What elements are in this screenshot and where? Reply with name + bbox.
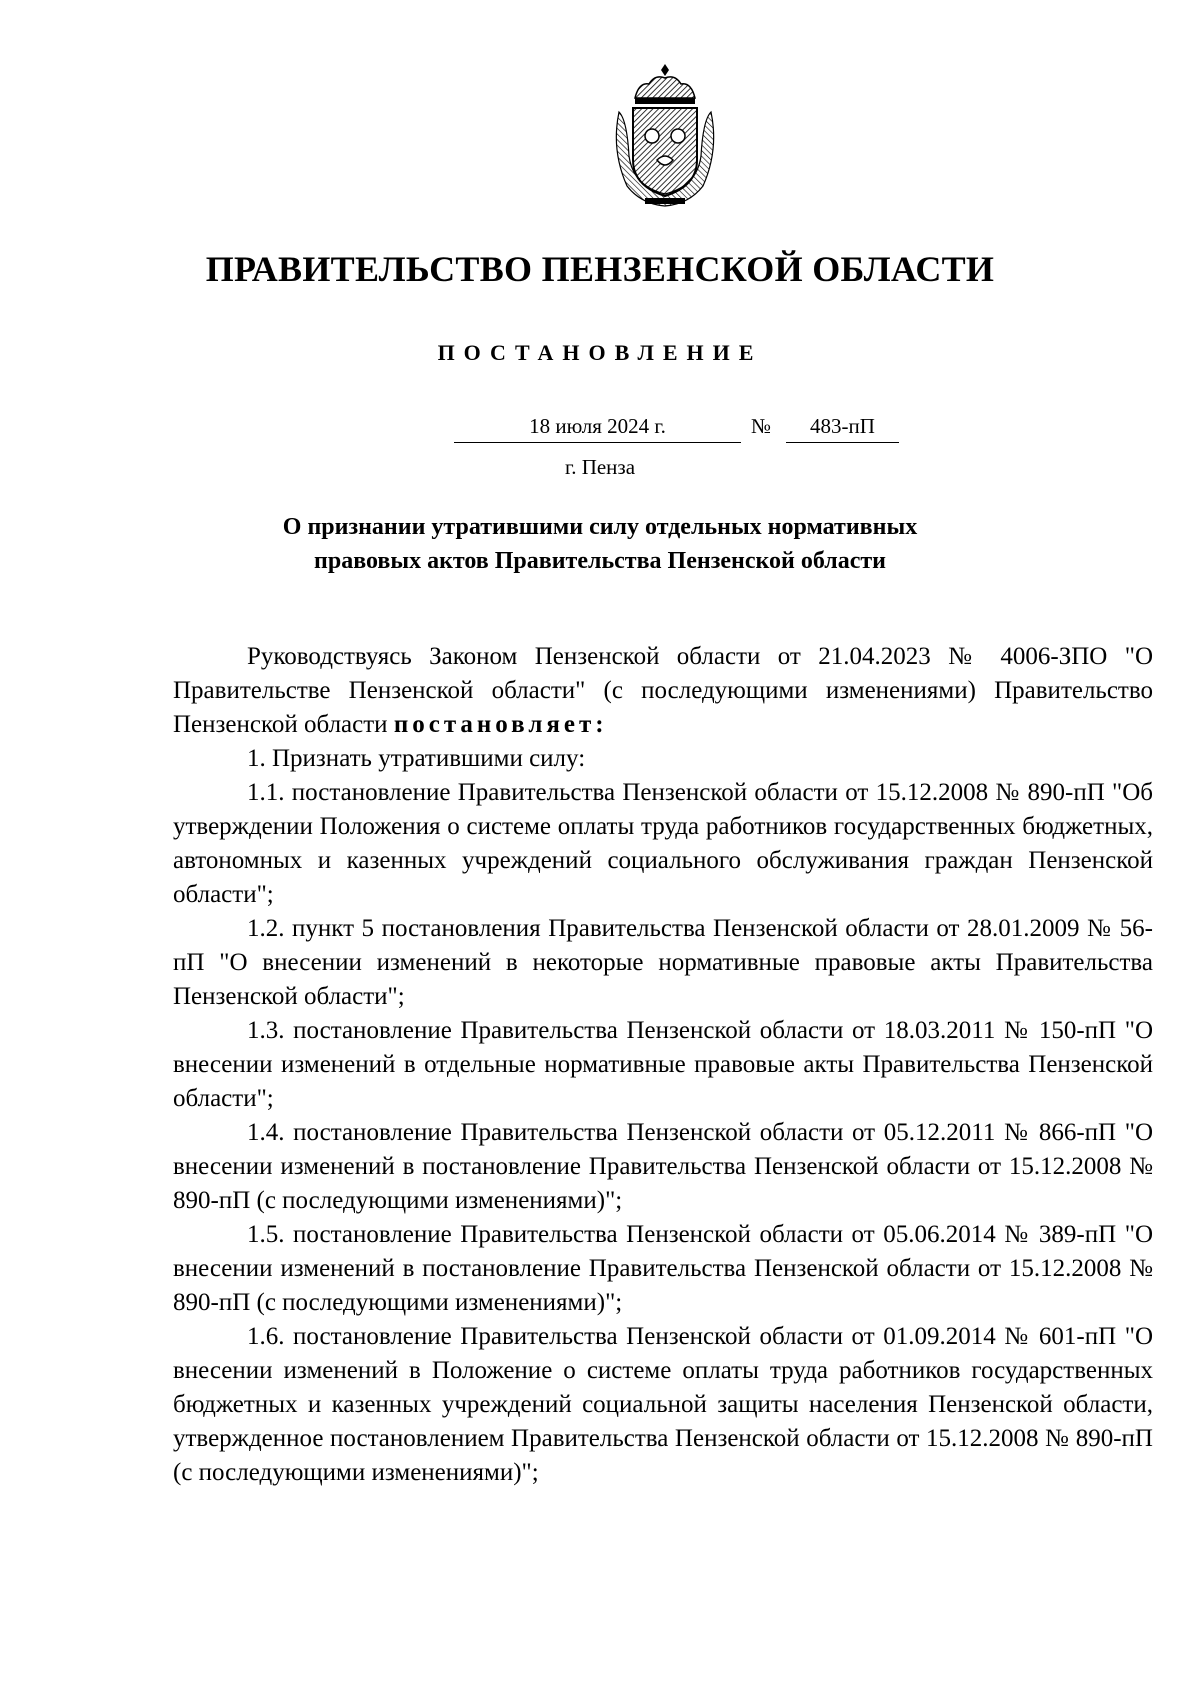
document-place: г. Пенза <box>564 455 636 479</box>
preamble-text: Руководствуясь Законом Пензенской области от 21.04.2023 № 4006-ЗПО "О Правительстве Пензенской области" (с последующими изменениями) Правительство Пензенской области <box>173 643 1153 738</box>
subject-line: правовых актов Правительства Пензенской области <box>314 548 886 574</box>
document-number: 483-пП <box>786 414 899 443</box>
document-date: 18 июля 2024 г. <box>454 414 741 443</box>
preamble-paragraph <box>173 640 1153 742</box>
clause-1-1: 1.1. постановление Правительства Пензенской области от 15.12.2008 № 890-пП "Об утверждении Положения о системе оплаты труда работников государственных бюджетных, автономных и казенных учреждений социального обслуживания граждан Пензенской области"; <box>173 779 1153 908</box>
clause-1-2: 1.2. пункт 5 постановления Правительства Пензенской области от 28.01.2009 № 56-пП "О внесении изменений в некоторые нормативные правовые акты Правительства Пензенской области"; <box>173 915 1153 1010</box>
coat-of-arms-emblem <box>605 60 725 210</box>
government-title: ПРАВИТЕЛЬСТВО ПЕНЗЕНСКОЙ ОБЛАСТИ <box>205 249 995 289</box>
document-type: ПОСТАНОВЛЕНИЕ <box>437 340 763 365</box>
clause-1-6: 1.6. постановление Правительства Пензенской области от 01.09.2014 № 601-пП "О внесении изменений в Положение о системе оплаты труда работников государственных бюджетных и казенных учреждений социальной защиты населения Пензенской области, утвержденное постановлением Правительства Пензенской области от 15.12.2008 № 890-пП (с последующими изменениями)"; <box>173 1323 1153 1486</box>
document-body <box>173 640 1153 1490</box>
number-sign: № <box>751 414 772 438</box>
decree-word: постановляет: <box>393 711 608 738</box>
subject-line: О признании утратившими силу отдельных нормативных <box>282 514 918 540</box>
clause-1-3: 1.3. постановление Правительства Пензенской области от 18.03.2011 № 150-пП "О внесении изменений в отдельные нормативные правовые акты Правительства Пензенской области"; <box>173 1017 1153 1112</box>
clause-1-5: 1.5. постановление Правительства Пензенской области от 05.06.2014 № 389-пП "О внесении изменений в постановление Правительства Пензенской области от 15.12.2008 № 890-пП (с последующими изменениями)"; <box>173 1221 1153 1316</box>
document-subject <box>0 510 1200 578</box>
clause-1-4: 1.4. постановление Правительства Пензенской области от 05.12.2011 № 866-пП "О внесении изменений в постановление Правительства Пензенской области от 15.12.2008 № 890-пП (с последующими изменениями)"; <box>173 1119 1153 1214</box>
clause-1: 1. Признать утратившими силу: <box>247 745 586 772</box>
